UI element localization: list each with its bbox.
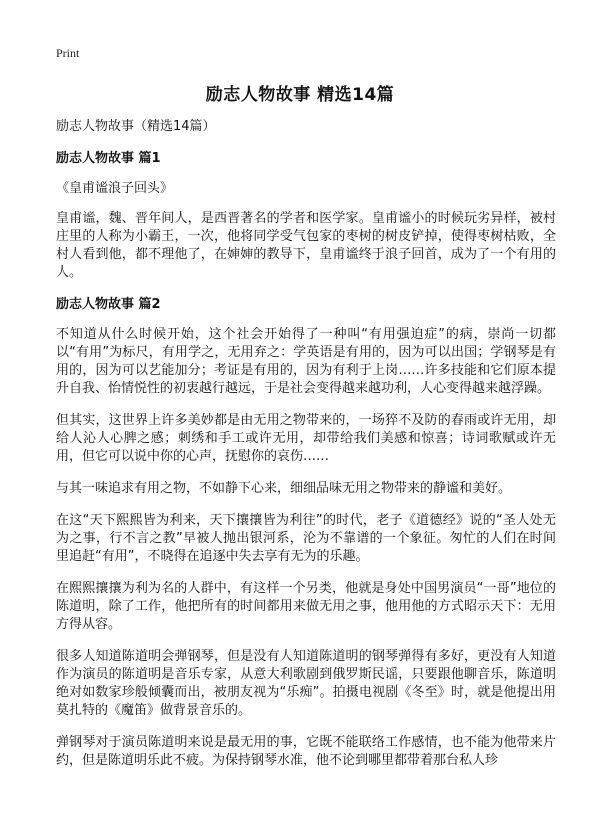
story-title: 《皇甫谧浪子回头》 (56, 181, 174, 196)
paragraph: 皇甫谧，魏、晋年间人，是西晋著名的学者和医学家。皇甫谧小的时候玩劣异样，被村庄里的人称为小霸王，一次，他将同学受气包家的枣树的树皮铲掉，使得枣树枯败，全村人看到他，都不理他了，在婶婶的教导下，皇甫谧终于浪子回首，成为了一个有用的人。 (56, 211, 556, 280)
document-subtitle: 励志人物故事（精选14篇） (56, 119, 216, 134)
paragraph: 在熙熙攘攘为利为名的人群中，有这样一个另类，他就是身处中国男演员“一哥”地位的陈道明，除了工作，他把所有的时间都用来做无用之事，他用他的方式昭示天下：无用方得从容。 (56, 581, 556, 632)
paragraph: 弹钢琴对于演员陈道明来说是最无用的事，它既不能联络工作感情，也不能为他带来片约，但是陈道明乐此不疲。为保持钢琴水准，他不论到哪里都带着那台私人珍 (56, 735, 556, 768)
section-heading: 励志人物故事 篇1 (56, 151, 161, 166)
section-heading: 励志人物故事 篇2 (56, 297, 161, 312)
paragraph: 不知道从什么时候开始，这个社会开始得了一种叫“有用强迫症”的病，崇尚一切都以“有用”为标尺，有用学之，无用弃之：学英语是有用的，因为可以出国；学钢琴是有用的，因为可以艺能加分；考证是有用的，因为有利于上岗……许多技能和它们原本提升自我、怡情悦性的初衷越行越远，于是社会变得越来越功利，人心变得越来越浮躁。 (56, 327, 556, 396)
document-body (56, 118, 556, 784)
document-title: 励志人物故事 精选14篇 (205, 85, 395, 105)
print-link[interactable]: Print (56, 46, 80, 60)
paragraph: 很多人知道陈道明会弹钢琴，但是没有人知道陈道明的钢琴弹得有多好，更没有人知道作为演员的陈道明是音乐专家，从意大利歌剧到俄罗斯民谣，只要跟他聊音乐，陈道明绝对如数家珍般倾囊而出，被朋友视为“乐痴”。拍摄电视剧《冬至》时，就是他提出用莫扎特的《魔笛》做背景音乐的。 (56, 649, 556, 718)
paragraph: 但其实，这世界上许多美妙都是由无用之物带来的，一场猝不及防的春雨或许无用，却给人沁人心脾之感；刺绣和手工或许无用，却带给我们美感和惊喜；诗词歌赋或许无用，但它可以说中你的心声，抚慰你的哀伤…… (56, 413, 556, 464)
paragraph: 在这“天下熙熙皆为利来，天下攘攘皆为利往”的时代，老子《道德经》说的“圣人处无为之事，行不言之教”早被人抛出银河系，沦为不靠谱的一个象征。匆忙的人们在时间里追赶“有用”，不晓得在追逐中失去享有无为的乐趣。 (56, 513, 556, 564)
section-1 (56, 150, 556, 282)
paragraph: 与其一味追求有用之物，不如静下心来，细细品味无用之物带来的静谧和美好。 (56, 481, 512, 496)
section-2 (56, 296, 556, 770)
